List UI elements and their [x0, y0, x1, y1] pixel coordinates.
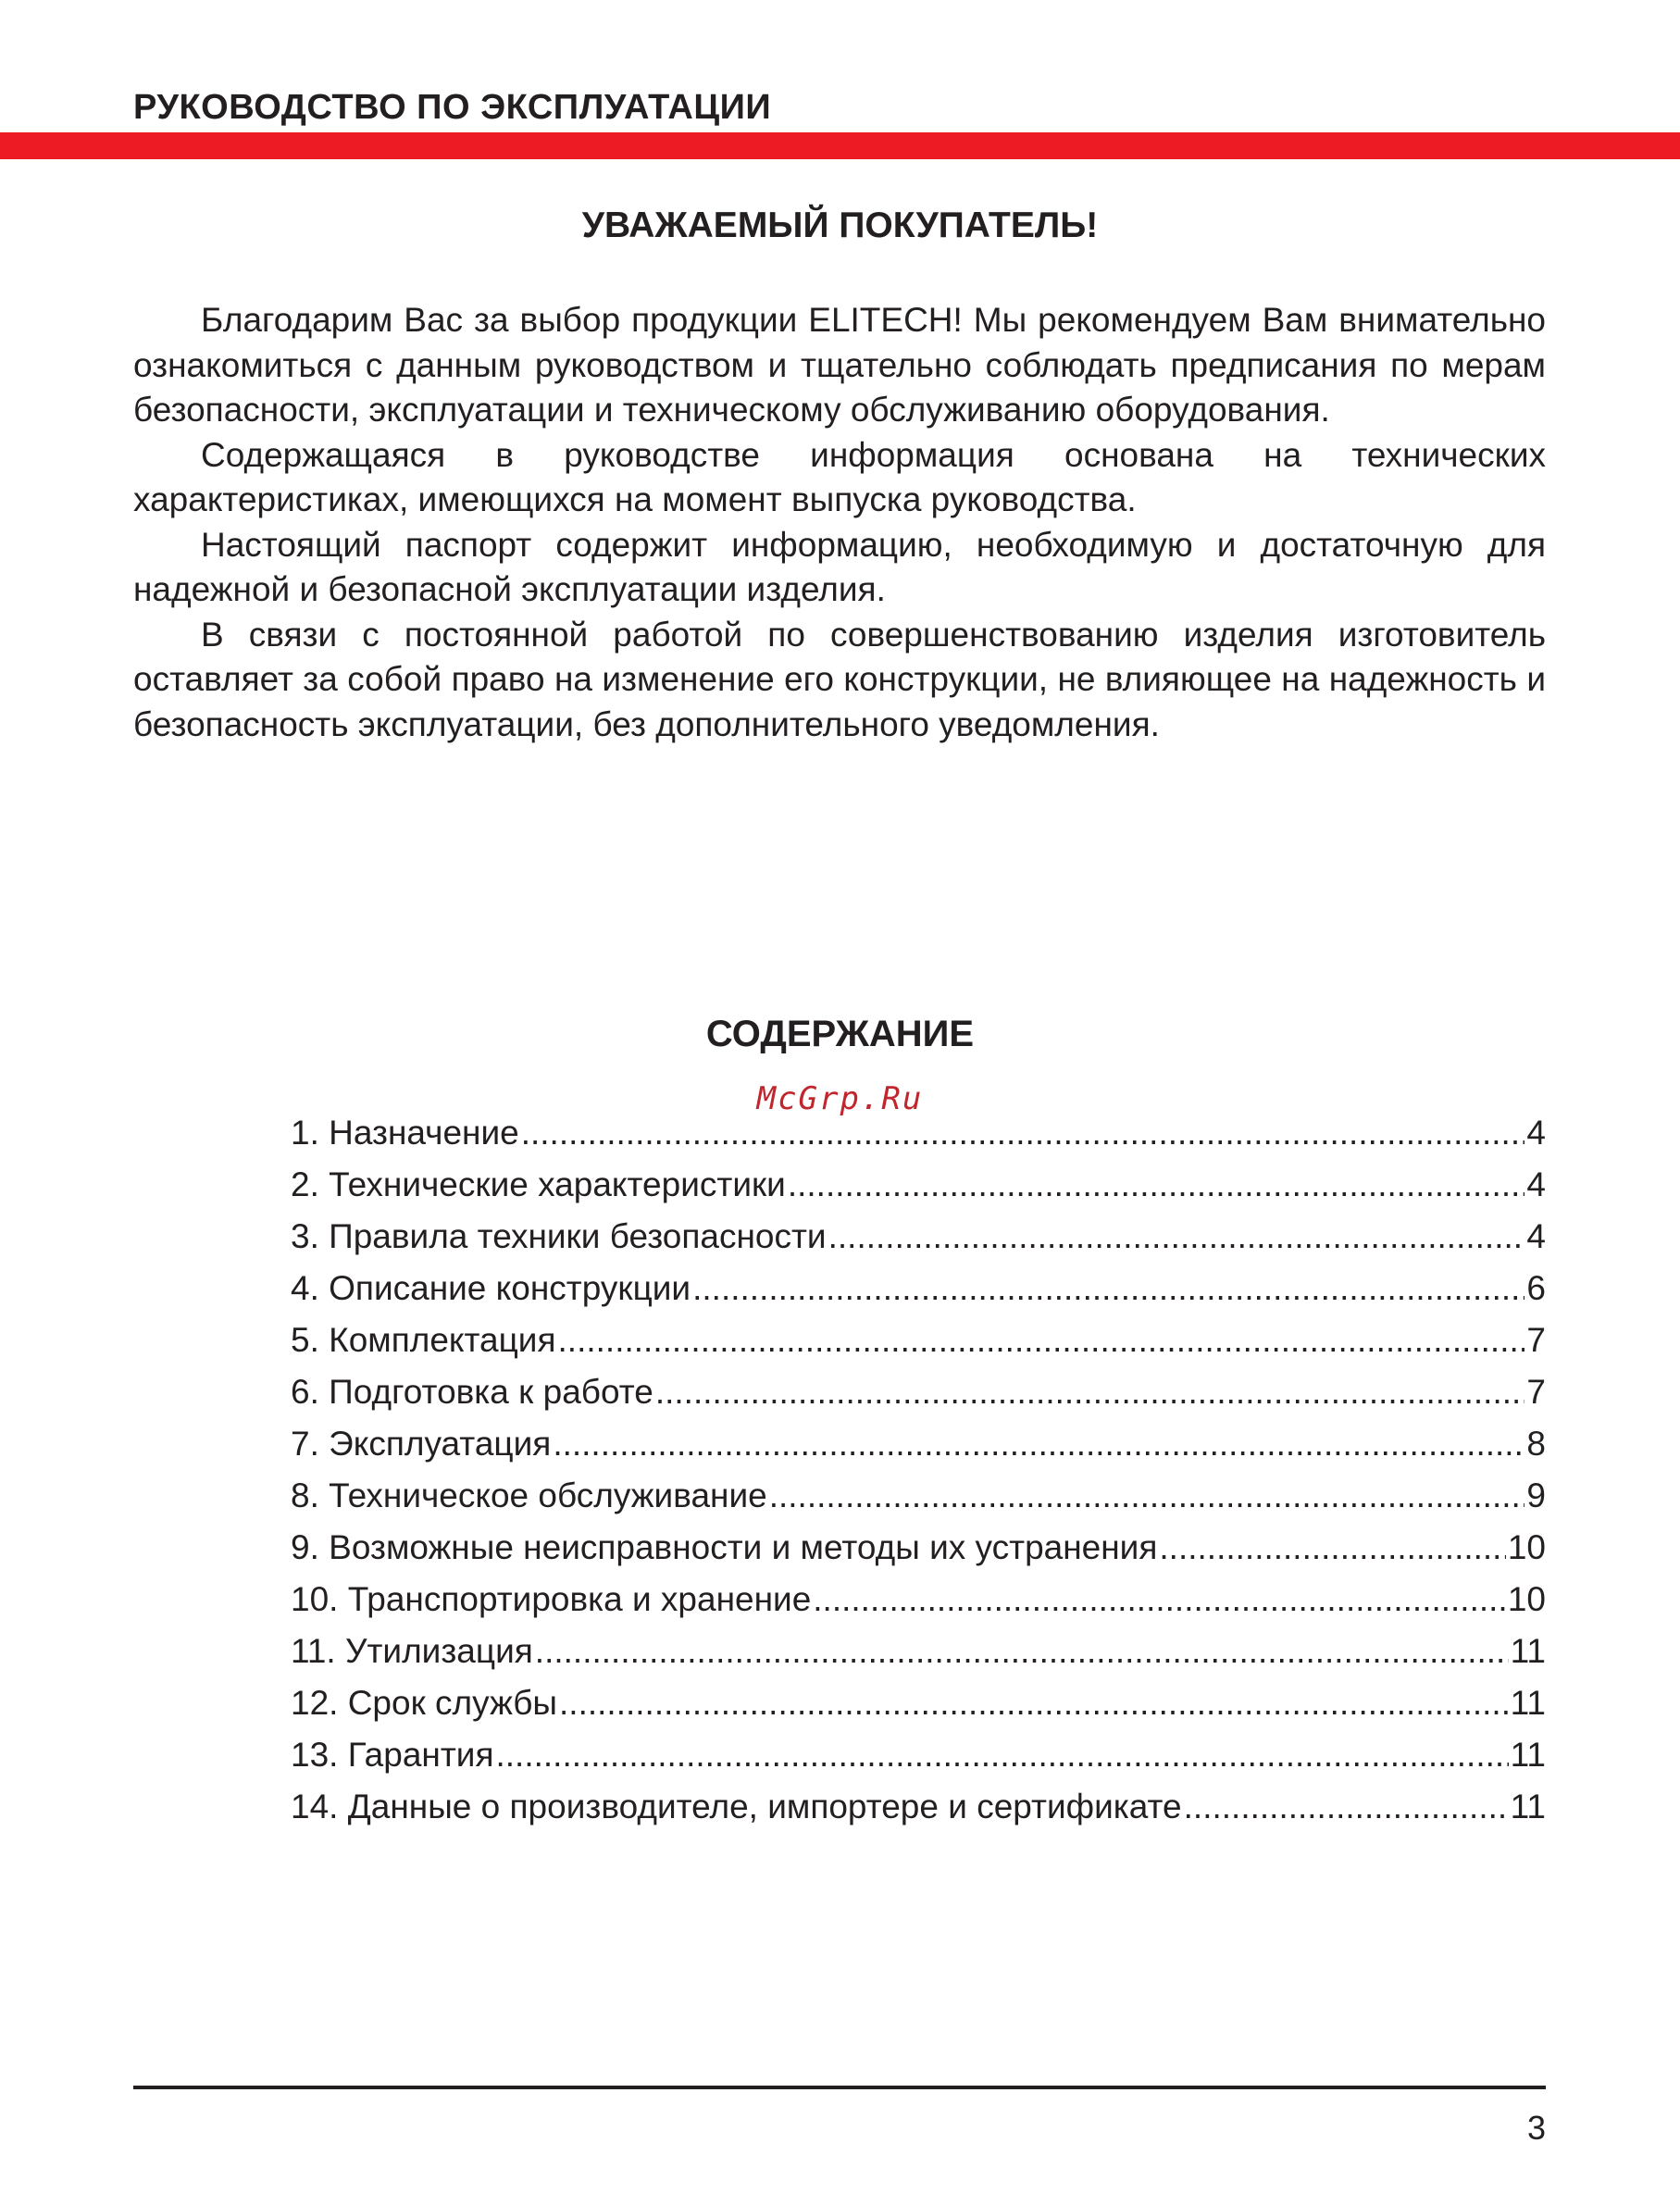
toc-item-label: 14. Данные о производителе, импортере и сертификате	[291, 1788, 1182, 1825]
toc-item-label: 10. Транспортировка и хранение	[291, 1580, 812, 1618]
toc-item-page: 7	[1526, 1321, 1546, 1359]
toc-item-label: 8. Техническое обслуживание	[291, 1476, 767, 1514]
page-number: 3	[1526, 2109, 1546, 2147]
toc-item-page: 4	[1526, 1114, 1546, 1152]
toc-item-label: 3. Правила техники безопасности	[291, 1217, 827, 1255]
toc-item[interactable]	[291, 1677, 1546, 1729]
toc-item-label: 5. Комплектация	[291, 1321, 556, 1359]
toc-item-page: 10	[1507, 1580, 1546, 1618]
toc-leader-dots	[828, 1211, 1525, 1263]
toc-leader-dots	[655, 1366, 1525, 1418]
toc-item-page: 11	[1510, 1684, 1546, 1722]
toc-item-page: 6	[1526, 1269, 1546, 1307]
toc-item-label: 9. Возможные неисправности и методы их устранения	[291, 1528, 1158, 1566]
toc-leader-dots	[813, 1574, 1506, 1626]
toc-item-label: 4. Описание конструкции	[291, 1269, 691, 1307]
intro-paragraph: В связи с постоянной работой по совершенствованию изделия изготовитель оставляет за собой право на изменение его конструкции, не влияющее на надежность и безопасность эксплуатации, без дополнительного уведомления.	[133, 615, 1546, 743]
toc-item[interactable]	[291, 1211, 1546, 1263]
toc-item[interactable]	[291, 1626, 1546, 1677]
toc-item[interactable]	[291, 1314, 1546, 1366]
toc-item-label: 13. Гарантия	[291, 1736, 494, 1774]
toc-item-label: 2. Технические характеристики	[291, 1165, 786, 1203]
toc-leader-dots	[788, 1159, 1525, 1211]
toc-item-page: 11	[1510, 1632, 1546, 1670]
toc-item[interactable]	[291, 1574, 1546, 1626]
toc-item[interactable]	[291, 1107, 1546, 1159]
toc-item[interactable]	[291, 1159, 1546, 1211]
toc-leader-dots	[521, 1107, 1525, 1159]
toc-item-label: 6. Подготовка к работе	[291, 1373, 653, 1411]
toc-item-page: 11	[1510, 1736, 1546, 1774]
toc-item-page: 9	[1526, 1476, 1546, 1514]
toc-item[interactable]	[291, 1781, 1546, 1833]
toc-item-page: 4	[1526, 1217, 1546, 1255]
toc-item-label: 1. Назначение	[291, 1114, 519, 1152]
greeting-heading: УВАЖАЕМЫЙ ПОКУПАТЕЛЬ!	[581, 206, 1099, 245]
toc-item-page: 11	[1510, 1788, 1546, 1825]
toc-item[interactable]	[291, 1729, 1546, 1781]
intro-paragraph: Содержащаяся в руководстве информация основана на технических характеристиках, имеющихся на момент выпуска руководства.	[133, 435, 1546, 518]
toc-leader-dots	[1184, 1781, 1509, 1833]
header-red-band	[0, 132, 1680, 159]
toc-leader-dots	[1159, 1522, 1505, 1574]
toc-item[interactable]	[291, 1470, 1546, 1522]
toc-item-label: 12. Срок службы	[291, 1684, 558, 1722]
toc-item-page: 7	[1526, 1373, 1546, 1411]
intro-text	[133, 298, 1546, 747]
intro-paragraph: Настоящий паспорт содержит информацию, необходимую и достаточную для надежной и безопасной эксплуатации изделия.	[133, 525, 1546, 608]
watermark: McGrp.Ru	[756, 1080, 924, 1117]
toc-item[interactable]	[291, 1418, 1546, 1470]
intro-paragraph: Благодарим Вас за выбор продукции ELITECH! Мы рекомендуем Вам внимательно ознакомиться с данным руководством и тщательно соблюдать предписания по мерам безопасности, эксплуатации и техническому обслуживанию оборудования.	[133, 301, 1546, 429]
toc-item-label: 7. Эксплуатация	[291, 1425, 552, 1463]
header-title: РУКОВОДСТВО ПО ЭКСПЛУАТАЦИИ	[133, 88, 772, 127]
toc-item-page: 4	[1526, 1165, 1546, 1203]
toc-title: СОДЕРЖАНИЕ	[705, 1014, 975, 1054]
toc-leader-dots	[559, 1677, 1509, 1729]
toc-leader-dots	[535, 1626, 1509, 1677]
toc-item-page: 8	[1526, 1425, 1546, 1463]
toc-leader-dots	[496, 1729, 1509, 1781]
footer-divider	[133, 2086, 1546, 2089]
toc-item[interactable]	[291, 1366, 1546, 1418]
table-of-contents	[291, 1107, 1546, 1833]
toc-item-page: 10	[1507, 1528, 1546, 1566]
toc-leader-dots	[692, 1263, 1524, 1314]
toc-item[interactable]	[291, 1263, 1546, 1314]
toc-item-label: 11. Утилизация	[291, 1632, 533, 1670]
toc-leader-dots	[553, 1418, 1524, 1470]
toc-leader-dots	[769, 1470, 1525, 1522]
toc-item[interactable]	[291, 1522, 1546, 1574]
toc-leader-dots	[558, 1314, 1525, 1366]
